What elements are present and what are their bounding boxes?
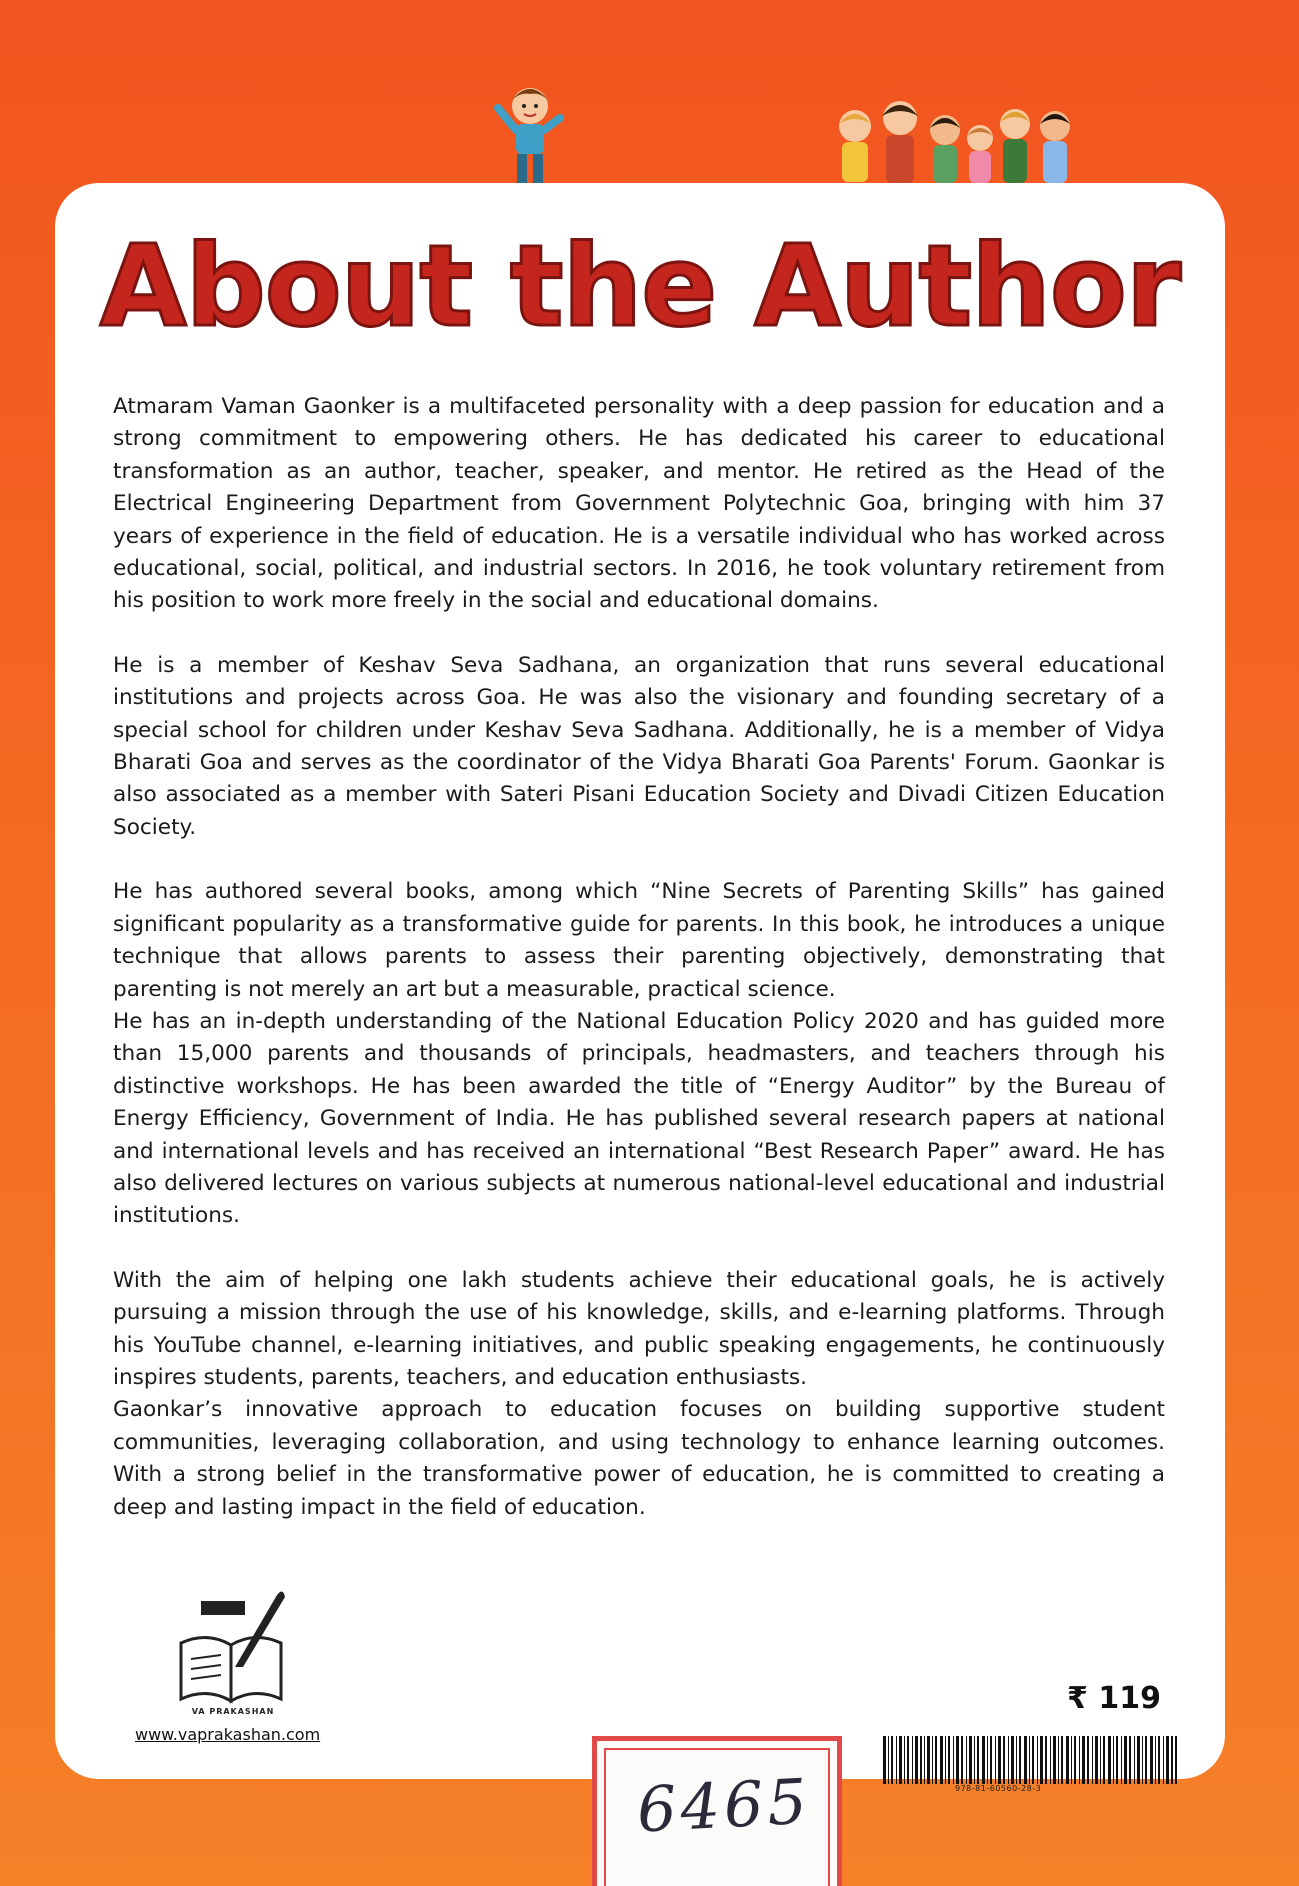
handwritten-number: 6465	[635, 1764, 813, 1847]
publisher-website-link[interactable]: www.vaprakashan.com	[135, 1725, 321, 1744]
bio-paragraph: With the aim of helping one lakh students achieve their educational goals, he is actively pursuing a mission through the use of his knowledge, skills, and e-learning platforms. Through his YouTube channel, e-learning initiatives, and public speaking engagements, he continuously inspires students, parents, teachers, and education enthusiasts.	[113, 1267, 1165, 1390]
bio-paragraph: He has an in-depth understanding of the National Education Policy 2020 and has guided more than 15,000 parents and thousands of principals, headmasters, and teachers through his distinctive workshops. He has been awarded the title of “Energy Auditor” by the Bureau of Energy Efficiency, Government of India. He has published several research papers at national and international levels and has received an international “Best Research Paper” award. He has also delivered lectures on various subjects at numerous national-level educational and industrial institutions.	[113, 1008, 1165, 1229]
barcode-icon	[883, 1736, 1177, 1784]
page-title: About the Author	[99, 222, 1181, 352]
author-bio	[113, 391, 1165, 1524]
bio-paragraph: Atmaram Vaman Gaonker is a multifaceted personality with a deep passion for education and a strong commitment to empowering others. He has dedicated his career to educational transformation as an author, teacher, speaker, and mentor. He retired as the Head of the Electrical Engineering Department from Government Polytechnic Goa, bringing with him 37 years of experience in the field of education. He is a versatile individual who has worked across educational, social, political, and industrial sectors. In 2016, he took voluntary retirement from his position to work more freely in the social and educational domains.	[113, 394, 1165, 614]
inventory-stamp	[592, 1736, 842, 1886]
bio-paragraph: He has authored several books, among which “Nine Secrets of Parenting Skills” has gained significant popularity as a transformative guide for parents. In this book, he introduces a unique technique that allows parents to assess their parenting objectively, demonstrating that parenting is not merely an art but a measurable, practical science.	[113, 879, 1165, 1002]
bio-paragraph: He is a member of Keshav Seva Sadhana, an organization that runs several educational institutions and projects across Goa. He was also the visionary and founding secretary of a special school for children under Keshav Seva Sadhana. Additionally, he is a member of Vidya Bharati Goa and serves as the coordinator of the Vidya Bharati Goa Parents' Forum. Gaonkar is also associated as a member with Sateri Pisani Education Society and Divadi Citizen Education Society.	[113, 652, 1165, 840]
publisher-name: VA PRAKASHAN	[191, 1707, 275, 1716]
content-card	[55, 183, 1225, 1793]
publisher-logo-icon	[173, 1583, 291, 1708]
children-group-illustration	[830, 96, 1090, 186]
bio-paragraph: Gaonkar’s innovative approach to education focuses on building supportive student communities, leveraging collaboration, and using technology to enhance learning outcomes. With a strong belief in the transformative power of education, he is committed to creating a deep and lasting impact in the field of education.	[113, 1397, 1165, 1520]
boy-illustration	[490, 78, 570, 188]
price-label: ₹ 119	[1067, 1681, 1161, 1716]
isbn-number: 978-81-60560-28-3	[955, 1784, 1042, 1793]
